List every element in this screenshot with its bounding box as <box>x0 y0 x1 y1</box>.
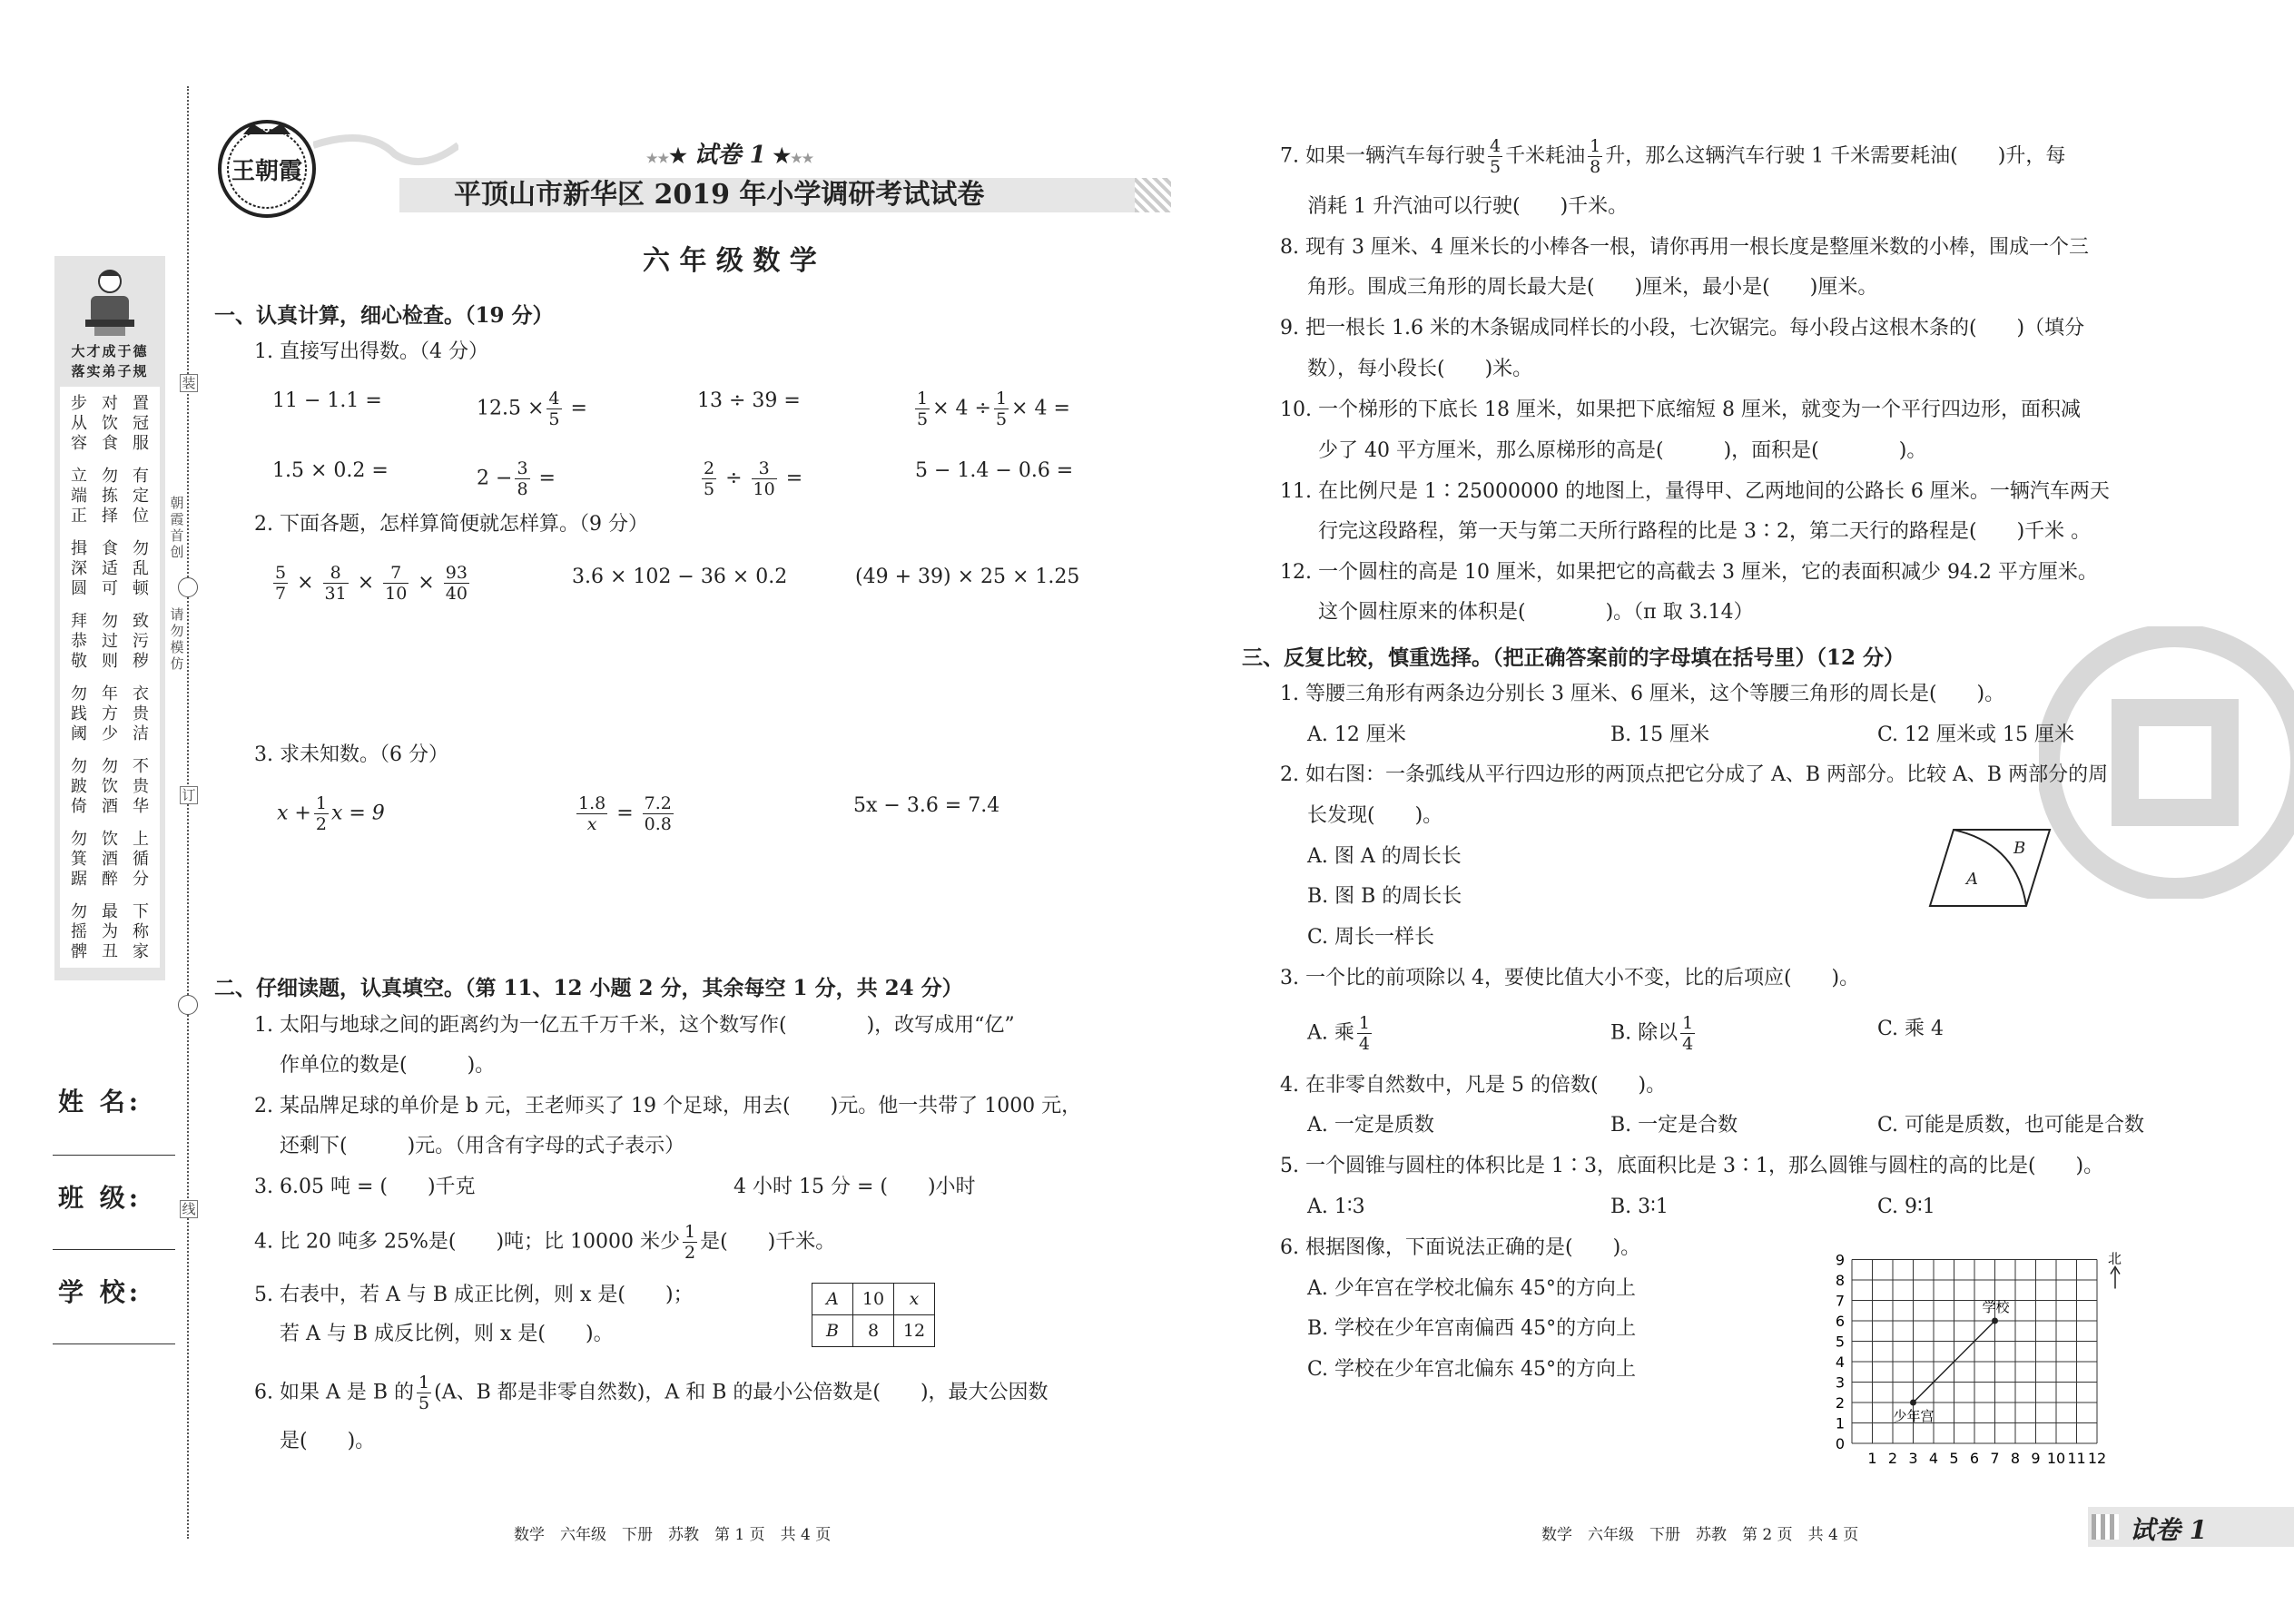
school-field[interactable] <box>53 1343 175 1344</box>
choice-q2-line2: 长发现( )。 <box>1307 804 1443 827</box>
fraction: $\frac{8}{31}$ <box>324 563 347 604</box>
binding-hole-icon <box>178 577 198 597</box>
motto-phrase: 立端正 <box>71 467 87 526</box>
y-tick-label: 1 <box>1835 1414 1845 1432</box>
footer-right: 数学 六年级 下册 苏教 第 2 页 共 4 页 <box>1541 1526 1859 1544</box>
class-label: 班 级: <box>58 1183 143 1213</box>
calc-8-text: 5 − 1.4 − 0.6 = <box>915 459 1074 482</box>
exam-subtitle: 六 年 级 数 学 <box>643 245 817 277</box>
parallelogram-figure <box>1926 826 2053 910</box>
calc-5-text: 1.5 × 0.2 = <box>272 459 389 482</box>
motto-phrase: 致污秽 <box>133 612 149 671</box>
motto-column-2 <box>100 387 120 975</box>
x-tick-label: 11 <box>2067 1450 2086 1467</box>
choice-q1-opt-c: C. 12 厘米或 15 厘米 <box>1877 723 2075 746</box>
fill-q7-b: 千米耗油 <box>1505 144 1586 168</box>
footer-left: 数学 六年级 下册 苏教 第 1 页 共 4 页 <box>514 1526 832 1544</box>
choice-q6: 6. 根据图像，下面说法正确的是( )。 <box>1280 1236 1641 1259</box>
fraction: $\frac{2}{5}$ <box>704 458 715 499</box>
logo-text: 王朝霞 <box>231 158 302 185</box>
footer-badge: 试卷 1 <box>2130 1515 2208 1545</box>
calc-6 <box>477 458 556 499</box>
choice-q4-opt-a: A. 一定是质数 <box>1307 1114 1434 1137</box>
fraction: $\frac{1}{4}$ <box>1358 1013 1370 1054</box>
calc-5 <box>272 458 389 484</box>
direction-grid-figure <box>1816 1242 2151 1480</box>
star-icon: ★ <box>669 144 687 168</box>
fill-q1-line1: 1. 太阳与地球之间的距离约为一亿五千万千米，这个数写作( )，改写成用“亿” <box>254 1014 1015 1037</box>
table-cell: x <box>894 1284 935 1315</box>
motto-phrase: 勿拣择 <box>102 467 118 526</box>
north-label: 北 <box>2108 1250 2122 1267</box>
motto-phrase: 勿箕踞 <box>71 830 87 889</box>
motto-phrase: 勿摇髀 <box>71 902 87 961</box>
star-icon: ★ <box>773 144 792 168</box>
fraction: $\frac{3}{8}$ <box>517 458 528 499</box>
choice-q4-opt-b: B. 一定是合数 <box>1610 1114 1738 1137</box>
calc-4-tail: × 4 = <box>1011 397 1070 420</box>
vertical-note-1: 朝霞首创 <box>170 495 184 560</box>
fraction: $\frac{1}{5}$ <box>418 1373 430 1413</box>
x-tick-label: 10 <box>2046 1450 2066 1467</box>
equation-2 <box>574 793 676 834</box>
seal-char-xian: 线 <box>180 1200 198 1218</box>
motto-phrase: 上循分 <box>133 830 149 889</box>
choice-q5-opt-b: B. 3∶1 <box>1610 1196 1669 1218</box>
simplify-1: $\frac{5}{7}$ × $\frac{8}{31}$ × $\frac{7}{10}$ × $\frac{93}{40}$ <box>275 563 468 604</box>
fill-q6-b: (A、B 都是非零自然数)，A 和 B 的最小公倍数是( )，最大公因数 <box>434 1381 1049 1404</box>
scholar-figure-icon <box>82 265 138 338</box>
calc-3-text: 13 ÷ 39 = <box>697 389 801 412</box>
fraction: $\frac{1}{8}$ <box>1590 136 1601 177</box>
eq2-eq: = <box>616 802 634 825</box>
vertical-note-2: 请勿模仿 <box>170 606 184 672</box>
x-tick-label: 3 <box>1908 1450 1918 1467</box>
fill-q7-a: 7. 如果一辆汽车每行驶 <box>1280 144 1485 168</box>
fill-q11-line1: 11. 在比例尺是 1∶25000000 的地图上，量得甲、乙两地间的公路长 6 厘米。一辆汽车两天 <box>1280 480 2110 503</box>
motto-phrase: 勿乱顿 <box>133 539 149 598</box>
calc-6-text: 2 − <box>477 467 513 490</box>
motto-phrase: 食适可 <box>102 539 118 598</box>
fraction: $\frac{5}{7}$ <box>275 563 287 604</box>
fill-q7-line2: 消耗 1 升汽油可以行驶( )千米。 <box>1307 195 1629 218</box>
part1-heading: 一、认真计算，细心检查。（19 分） <box>214 303 554 328</box>
choice-q5: 5. 一个圆锥与圆柱的体积比是 1∶3，底面积比是 3∶1，那么圆锥与圆柱的高的比是( )。 <box>1280 1155 2104 1177</box>
choice-q5-opt-a: A. 1∶3 <box>1307 1196 1365 1218</box>
choice-q2-opt-c: C. 周长一样长 <box>1307 926 1435 949</box>
class-field[interactable] <box>53 1249 175 1250</box>
calc-6-eq: = <box>538 467 556 490</box>
motto-phrase: 年方少 <box>102 684 118 743</box>
x-tick-label: 12 <box>2087 1450 2107 1467</box>
choice-q6-opt-a: A. 少年宫在学校北偏东 45°的方向上 <box>1307 1277 1636 1300</box>
fraction: $\frac{7}{10}$ <box>385 563 408 604</box>
fill-q2-line1: 2. 某品牌足球的单价是 b 元，王老师买了 19 个足球，用去( )元。他一共带了 1000 元， <box>254 1095 1082 1117</box>
x-tick-label: 5 <box>1949 1450 1959 1467</box>
fraction: $\frac{1}{2}$ <box>315 793 327 834</box>
binding-hole-icon <box>178 995 198 1015</box>
equation-3: 5x − 3.6 = 7.4 <box>853 794 1000 817</box>
choice-q3-opt-c: C. 乘 4 <box>1877 1018 1944 1040</box>
x-tick-label: 9 <box>2031 1450 2041 1467</box>
eq1-right: x = 9 <box>330 802 385 825</box>
exam-title: 平顶山市新华区 2019 年小学调研考试试卷 <box>454 179 985 211</box>
fill-q10-line2: 少了 40 平方厘米，那么原梯形的高是( )，面积是( )。 <box>1318 439 1927 462</box>
part3-heading: 三、反复比较，慎重选择。（把正确答案前的字母填在括号里）（12 分） <box>1242 645 1905 670</box>
y-tick-label: 8 <box>1835 1272 1845 1289</box>
fill-q8-line1: 8. 现有 3 厘米、4 厘米长的小棒各一根，请你再用一根长度是整厘米数的小棒，围成一个三 <box>1280 236 2089 259</box>
fill-q12-line1: 12. 一个圆柱的高是 10 厘米，如果把它的高截去 3 厘米，它的表面积减少 94.2 平方厘米。 <box>1280 561 2098 584</box>
fill-q9-line1: 9. 把一根长 1.6 米的木条锯成同样长的小段，七次锯完。每小段占这根木条的( )（填分 <box>1280 317 2085 340</box>
star-icon: ★★ <box>791 152 814 166</box>
star-icon: ★★ <box>646 152 670 166</box>
simplify-2: 3.6 × 102 − 36 × 0.2 <box>572 566 788 588</box>
motto-phrase: 衣贵洁 <box>133 684 149 743</box>
calc-3 <box>697 389 801 414</box>
motto-phrase: 勿过则 <box>102 612 118 671</box>
calc-1-text: 11 − 1.1 = <box>272 389 382 412</box>
slogan-line-2: 落实弟子规 <box>71 363 149 379</box>
fill-q2-line2: 还剩下( )元。（用含有字母的式子表示） <box>280 1135 685 1157</box>
figure-label-b: B <box>2013 839 2026 858</box>
calc-7 <box>699 458 802 499</box>
x-tick-label: 2 <box>1887 1450 1898 1467</box>
x-tick-label: 6 <box>1969 1450 1980 1467</box>
fill-q5-line2: 若 A 与 B 成反比例，则 x 是( )。 <box>280 1323 614 1345</box>
choice-q6-opt-b: B. 学校在少年宫南偏西 45°的方向上 <box>1307 1317 1637 1340</box>
fill-q3-a: 3. 6.05 吨 = ( )千克 <box>254 1176 476 1198</box>
fill-q3-b: 4 小时 15 分 = ( )小时 <box>733 1176 976 1198</box>
table-cell: B <box>812 1315 853 1347</box>
fill-q4-b: 是( )千米。 <box>700 1230 836 1254</box>
part1-q1-title: 1. 直接写出得数。（4 分） <box>254 340 488 363</box>
calc-7-eq: = <box>785 467 803 490</box>
slogan-line-1: 大才成于德 <box>71 343 149 359</box>
fill-q6-line2: 是( )。 <box>280 1430 376 1452</box>
motto-phrase: 对饮食 <box>102 394 118 453</box>
x-tick-label: 4 <box>1928 1450 1939 1467</box>
part1-q3-title: 3. 求未知数。（6 分） <box>254 743 448 766</box>
fraction: $\frac{93}{40}$ <box>445 563 468 604</box>
y-tick-label: 5 <box>1835 1333 1845 1351</box>
seal-char-zhuang: 装 <box>180 374 198 392</box>
y-tick-label: 2 <box>1835 1394 1845 1412</box>
fraction: $\frac{1}{5}$ <box>995 389 1008 429</box>
publisher-logo <box>216 118 318 220</box>
motto-column-3 <box>131 387 151 975</box>
school-point <box>1992 1318 1998 1324</box>
simplify-3: (49 + 39) × 25 × 1.25 <box>855 566 1080 588</box>
motto-phrase: 有定位 <box>133 467 149 526</box>
calc-1 <box>272 389 382 414</box>
school-label: 学校 <box>1982 1299 2010 1315</box>
calc-4 <box>912 389 1070 429</box>
fill-q10-line1: 10. 一个梯形的下底长 18 厘米，如果把下底缩短 8 厘米，就变为一个平行四边形，面积减 <box>1280 399 2081 421</box>
calc-2-eq: = <box>570 397 587 420</box>
footer-badge-pattern <box>2092 1514 2119 1540</box>
motto-column-1 <box>69 387 89 975</box>
y-tick-label: 7 <box>1835 1292 1845 1310</box>
choice-q2-opt-a: A. 图 A 的周长长 <box>1307 845 1462 868</box>
calc-2 <box>477 389 587 429</box>
calc-7-op: ÷ <box>725 467 743 490</box>
motto-phrase: 揖深圆 <box>71 539 87 598</box>
choice-q3-opt-a <box>1307 1013 1374 1054</box>
table-cell: 8 <box>853 1315 894 1347</box>
y-tick-label: 9 <box>1835 1251 1845 1269</box>
motto-phrase: 最为丑 <box>102 902 118 961</box>
motto-phrase: 下称家 <box>133 902 149 961</box>
calc-2-text: 12.5 × <box>477 397 545 420</box>
choice-q1: 1. 等腰三角形有两条边分别长 3 厘米、6 厘米，这个等腰三角形的周长是( )。 <box>1280 683 2005 705</box>
table-cell: 12 <box>894 1315 935 1347</box>
motto-phrase: 置冠服 <box>133 394 149 453</box>
motto-phrase: 饮酒醉 <box>102 830 118 889</box>
y-tick-label: 0 <box>1835 1435 1845 1452</box>
palace-point <box>1910 1400 1916 1406</box>
figure-label-a: A <box>1966 870 1978 889</box>
motto-phrase: 不贵华 <box>133 757 149 816</box>
fill-q8-line2: 角形。围成三角形的周长最大是( )厘米，最小是( )厘米。 <box>1307 276 1878 299</box>
fraction: $\frac{4}{5}$ <box>548 389 560 429</box>
fraction: $\frac{3}{10}$ <box>753 458 775 499</box>
fill-q12-line2: 这个圆柱原来的体积是( )。（π 取 3.14） <box>1318 601 1754 624</box>
x-tick-label: 8 <box>2010 1450 2021 1467</box>
table-cell: A <box>812 1284 853 1315</box>
fraction: $\frac{1}{4}$ <box>1682 1013 1694 1054</box>
fill-q7-c: 升，那么这辆汽车行驶 1 千米需要耗油( )升，每 <box>1605 144 2066 168</box>
fraction: $\frac{1.8}{x}$ <box>578 793 606 834</box>
motto-phrase: 勿饮酒 <box>102 757 118 816</box>
part1-q2-title: 2. 下面各题，怎样算简便就怎样算。（9 分） <box>254 513 648 536</box>
fill-q9-line2: 数），每小段长( )米。 <box>1307 358 1533 380</box>
x-tick-label: 7 <box>1990 1450 2000 1467</box>
choice-q3-opt-b-text: B. 除以 <box>1610 1021 1679 1045</box>
equation-1 <box>277 793 385 834</box>
name-field[interactable] <box>53 1155 175 1156</box>
fraction: $\frac{4}{5}$ <box>1489 136 1501 177</box>
choice-q6-opt-c: C. 学校在少年宫北偏东 45°的方向上 <box>1307 1358 1637 1381</box>
choice-q4: 4. 在非零自然数中，凡是 5 的倍数( )。 <box>1280 1074 1667 1097</box>
part2-heading: 二、仔细读题，认真填空。（第 11、12 小题 2 分，其余每空 1 分，共 24 分） <box>214 976 963 1000</box>
motto-phrase: 步从容 <box>71 394 87 453</box>
choice-q5-opt-c: C. 9∶1 <box>1877 1196 1935 1218</box>
y-tick-label: 6 <box>1835 1313 1845 1330</box>
fill-q11-line2: 行完这段路程，第一天与第二天所行路程的比是 3∶2，第二天行的路程是( )千米 。 <box>1318 520 2092 543</box>
motto-area <box>60 387 160 968</box>
seal-char-ding: 订 <box>180 786 198 804</box>
school-label: 学 校: <box>58 1277 143 1307</box>
badge-text: 试卷 1 <box>694 142 766 169</box>
choice-q1-opt-b: B. 15 厘米 <box>1610 723 1710 746</box>
x-tick-label: 1 <box>1867 1450 1877 1467</box>
fraction: $\frac{1}{5}$ <box>917 389 929 429</box>
fraction: $\frac{1}{2}$ <box>684 1222 696 1263</box>
motto-phrase: 勿践阈 <box>71 684 87 743</box>
fill-q6-a: 6. 如果 A 是 B 的 <box>254 1381 415 1404</box>
choice-q3-opt-a-text: A. 乘 <box>1307 1021 1354 1045</box>
calc-4-text: × 4 ÷ <box>932 397 991 420</box>
fraction: $\frac{7.2}{0.8}$ <box>644 793 672 834</box>
fill-q6-line1 <box>254 1373 1049 1413</box>
choice-q3: 3. 一个比的前项除以 4，要使比值大小不变，比的后项应( )。 <box>1280 967 1860 989</box>
choice-q4-opt-c: C. 可能是质数，也可能是合数 <box>1877 1114 2145 1137</box>
motto-phrase: 勿跛倚 <box>71 757 87 816</box>
choice-q2-line1: 2. 如右图：一条弧线从平行四边形的两顶点把它分成了 A、B 两部分。比较 A、B 两部分的周 <box>1280 763 2109 786</box>
title-band-pattern <box>1135 178 1171 212</box>
y-tick-label: 4 <box>1835 1353 1845 1371</box>
motto-phrase: 拜恭敬 <box>71 612 87 671</box>
eq1-left: x + <box>277 802 311 825</box>
choice-q1-opt-a: A. 12 厘米 <box>1307 723 1406 746</box>
table-cell: 10 <box>853 1284 894 1315</box>
name-label: 姓 名: <box>58 1087 143 1117</box>
sidebar-motto-panel <box>54 256 165 980</box>
fill-q4 <box>254 1222 835 1263</box>
fill-q5-line1: 5. 右表中，若 A 与 B 成正比例，则 x 是( )； <box>254 1284 694 1306</box>
ribbon-decoration <box>313 118 458 182</box>
fill-q4-a: 4. 比 20 吨多 25%是( )吨；比 10000 米少 <box>254 1230 680 1254</box>
y-tick-label: 3 <box>1835 1373 1845 1392</box>
exam-badge <box>646 136 813 170</box>
binding-dotted-line <box>187 86 189 1539</box>
choice-q2-opt-b: B. 图 B 的周长长 <box>1307 885 1462 908</box>
palace-label: 少年宫 <box>1893 1408 1935 1424</box>
choice-q3-opt-b <box>1610 1013 1698 1054</box>
proportion-table <box>812 1283 935 1347</box>
fill-q7-line1 <box>1280 136 2065 177</box>
fill-q1-line2: 作单位的数是( )。 <box>280 1054 496 1077</box>
calc-8 <box>915 458 1073 484</box>
